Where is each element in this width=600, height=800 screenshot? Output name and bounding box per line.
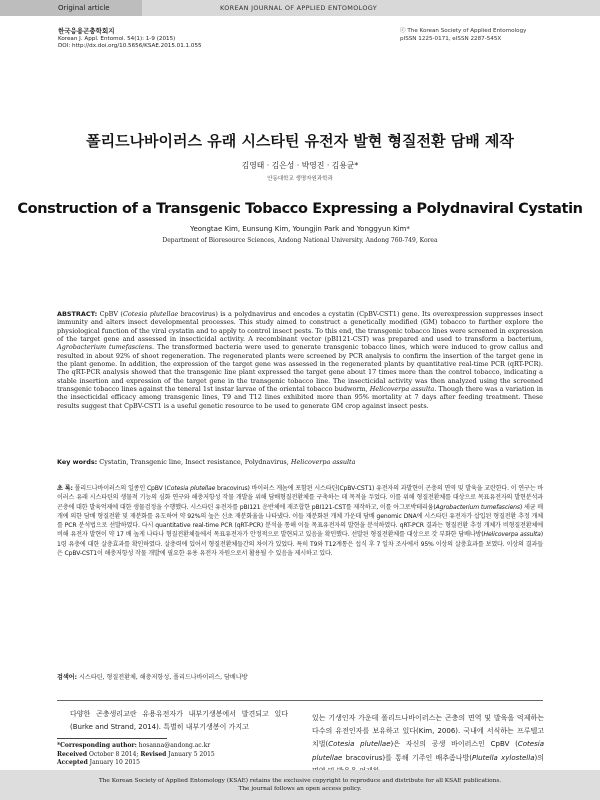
received-label: Received bbox=[57, 750, 88, 758]
abstract-text: bracovirus) is a polydnavirus and encodes a cystatin (CpBV-CST1) gene. Its overexpression suppresses insect immunity and alters insect developmental processes. This study aimed to construct a genetically modified (GM) tobacco to further explore the physiological function of the viral cystatin and to apply to control insect pests. To this end, the transgenic tobacco lines were screened in expression of the target gene and assessed in insecticidal activity. A recombinant vector (pBI121-CST) was prepared and used to transform a bacterium, bbox=[57, 310, 544, 344]
citation-block bbox=[58, 28, 202, 51]
journal-name: KOREAN JOURNAL OF APPLIED ENTOMOLOGY bbox=[220, 4, 378, 12]
korean-abstract-text: bracovirus) 바이러스 게놈에 포함된 시스타틴(CpBV-CST1) 유전자의 과발현이 곤충의 면역 및 발육을 교란한다. 이 연구는 바이러스 유래 시스타틴의 생물적 기능의 심화 연구와 해충저항성 작물 개발을 위해 담배형질전환체를 구축하는 데 목적을 두었다. 이를 위해 형질전환체를 대상으로 목표유전자의 발현분석과 곤충에 대한 발육억제에 대한 생물검정을 수행했다. 시스타틴 유전자를 pBI121 운반체에 재조합한 pBI121-CST를 제작하고, 이를 아그로박테리움( bbox=[57, 485, 543, 511]
copyright-line-2: The journal follows an open access policy. bbox=[238, 786, 362, 792]
keywords-text: Cystatin, Transgenic line, Insect resistance, Polydnavirus, bbox=[97, 458, 291, 466]
corresponding-email[interactable]: hosanna@andong.ac.kr bbox=[136, 742, 211, 749]
body-right-column bbox=[312, 712, 544, 778]
korean-journal-name: 한국응용곤충학회지 bbox=[58, 27, 115, 35]
abstract-species: Helicoverpa assulta bbox=[369, 385, 435, 394]
doi: DOI: http://dx.doi.org/10.5656/KSAE.2015.01.1.055 bbox=[58, 43, 202, 50]
body-left-column: 다양한 곤충생리교란 유용유전자가 내부기생봉에서 발견되고 있다(Burke and Strand, 2014). 특별히 내부기생봉이 가지고 bbox=[70, 710, 288, 731]
abstract-species: Agrobacterium tumefasciens bbox=[57, 343, 153, 352]
issn: pISSN 1225-0171, eISSN 2287-545X bbox=[400, 35, 502, 42]
korean-abstract bbox=[57, 484, 543, 558]
journal-reference: Korean J. Appl. Entomol. 54(1): 1-9 (2015) bbox=[58, 35, 176, 42]
copyright-footer bbox=[0, 770, 600, 800]
english-keywords bbox=[57, 458, 543, 466]
korean-keywords-text: 시스타틴, 형질전환체, 해충저항성, 폴리드나바이러스, 담배나방 bbox=[77, 674, 248, 681]
copyright-line-1: The Korean Society of Applied Entomology (KSAE) retains the exclusive copyright to reproduce and distribute for all KSAE publications. bbox=[98, 778, 502, 784]
abstract-label: ABSTRACT: bbox=[57, 310, 98, 318]
accepted bbox=[57, 759, 297, 768]
body-text: 있는 기생인자 가운데 폴리드나바이러스는 곤충의 면역 및 발육을 억제하는 다수의 유전인자를 보유하고 있다(Kim, 2006). 국내에 서식하는 프루텔고치벌( bbox=[312, 714, 544, 749]
korean-abstract-text: ) 1령 유충에 대한 살충효과를 확인하였다. 살충력에 있어서 형질전환체들간의 차이가 있었다. 특히 T9와 T12계통은 섭식 후 7 일차 조사에서 95% 이상의 살충효과를 보였다. 이상의 결과들은 CpBV-CST1이 해충저항성 작물 개발에 필요한 유용 유전자 자원으로서 활용될 수 있음을 제시하고 있다. bbox=[57, 531, 543, 557]
section-divider bbox=[57, 700, 543, 701]
abstract-species: Cotesia plutellae bbox=[122, 310, 179, 318]
korean-authors: 김영태 · 김은성 · 박영진 · 김용균* bbox=[241, 161, 359, 170]
body-species: Cotesia plutellae bbox=[328, 740, 391, 749]
accepted-date: January 10 2015 bbox=[87, 759, 140, 767]
body-text: )은 자신의 공생 바이러스인 CpBV ( bbox=[390, 740, 518, 749]
abstract-text: CpBV ( bbox=[97, 310, 123, 318]
footnote bbox=[57, 742, 297, 768]
section-label: Original article bbox=[0, 0, 142, 16]
abstract-text: . The transformed bacteria were used to generate transgenic tobacco lines, which were induced to grow callus and resulted in about 92% of shoot regeneration. The regenerated plants were screened by PCR analysis to confirm the insertion of the target gene in the plant genome. In addition, the expression of the target gene was assessed in the regenerated plants by quantitative real-time PCR (qRT-PCR). The qRT-PCR analysis showed that the transgenic line plant expressed the target gene about 17 times more than the control tobacco, indicating a stable insertion and expression of the target gene in the transgenic tobacco line. The insecticidal activity was then analyzed using the screened transgenic tobacco lines against the teneral 1st instar larvae of the oriental tobacco budworm, bbox=[57, 343, 543, 394]
korean-abstract-species: Helicoverpa assulta bbox=[483, 531, 541, 539]
corresponding-author bbox=[57, 742, 297, 751]
korean-abstract-text: ) 세균 매개에 의한 담배 형질전환 및 재분화를 유도하여 약 92%의 높은 신초 재분화율을 나타냈다. 이들 재분화된 개체 가운데 담배 genomic DNA에 시스타틴 유전자가 삽입된 형질전환 추정 개체를 PCR 분석법으로 선발하였다. 다시 quantitative real-time PCR (qRT-PCR) 분석을 통해 이들 목표유전자의 발현을 분석하였다. qRT-PCR 결과는 형질전환 추정 개체가 비형질전환체에 비해 유전자 발현이 약 17 배 높게 나타나 형질전환체들에서 목표유전자가 안정적으로 발현되고 있음을 확인했다. 선발된 형질전환체를 대상으로 갓 부화한 담배나방( bbox=[57, 503, 544, 539]
top-header-bar bbox=[0, 0, 600, 16]
revised-date: January 5 2015 bbox=[166, 750, 215, 758]
footnote-rule bbox=[57, 738, 167, 739]
received-date: October 8 2014; bbox=[87, 750, 141, 758]
society-copyright: ⓒ The Korean Society of Applied Entomology bbox=[400, 28, 527, 34]
keywords-species: Helicoverpa assulta bbox=[290, 458, 356, 466]
society-block bbox=[400, 28, 526, 43]
korean-abstract-label: 초 록: bbox=[57, 485, 73, 492]
body-text: )의 bbox=[534, 753, 544, 762]
korean-keywords-label: 검색어: bbox=[57, 674, 78, 681]
korean-abstract-text: 폴리드나바이러스의 일종인 CpBV ( bbox=[72, 485, 167, 492]
english-authors: Yeongtae Kim, Eunsung Kim, Youngjin Park and Yonggyun Kim* bbox=[190, 225, 410, 233]
english-title: Construction of a Transgenic Tobacco Expressing a Polydnaviral Cystatin bbox=[17, 201, 583, 217]
korean-affiliation: 안동대학교 생명자원과학과 bbox=[267, 176, 333, 182]
revised-label: Revised bbox=[140, 750, 167, 758]
accepted-label: Accepted bbox=[57, 759, 88, 767]
abstract-text: . Though there was a variation in the insecticidal efficacy among transgenic lines, T9 and T12 lines exhibited more than 95% mortality at 7 days after feeding treatment. These results suggest that CpBV-CST1 is a useful genetic resource to be used to generate GM crop against insect pests. bbox=[57, 385, 543, 410]
english-affiliation: Department of Bioresource Sciences, Andong National University, Andong 760-749, Korea bbox=[162, 237, 438, 244]
korean-title: 폴리드나바이러스 유래 시스타틴 유전자 발현 형질전환 담배 제작 bbox=[86, 132, 514, 150]
body-species: Cotesia plutellae bbox=[312, 740, 544, 762]
korean-abstract-species: Cotesia plutellae bbox=[166, 485, 216, 492]
body-text: bracovirus)를 통해 기주인 배추좀나방( bbox=[342, 753, 473, 762]
korean-abstract-species: Agrobacterium tumefasciens bbox=[435, 503, 520, 511]
korean-keywords bbox=[57, 672, 543, 681]
received-revised bbox=[57, 751, 297, 760]
body-species: Plutella xylostella bbox=[472, 753, 535, 762]
corresponding-label: *Corresponding author: bbox=[57, 742, 137, 749]
keywords-label: Key words: bbox=[57, 458, 98, 466]
english-abstract bbox=[57, 310, 543, 410]
